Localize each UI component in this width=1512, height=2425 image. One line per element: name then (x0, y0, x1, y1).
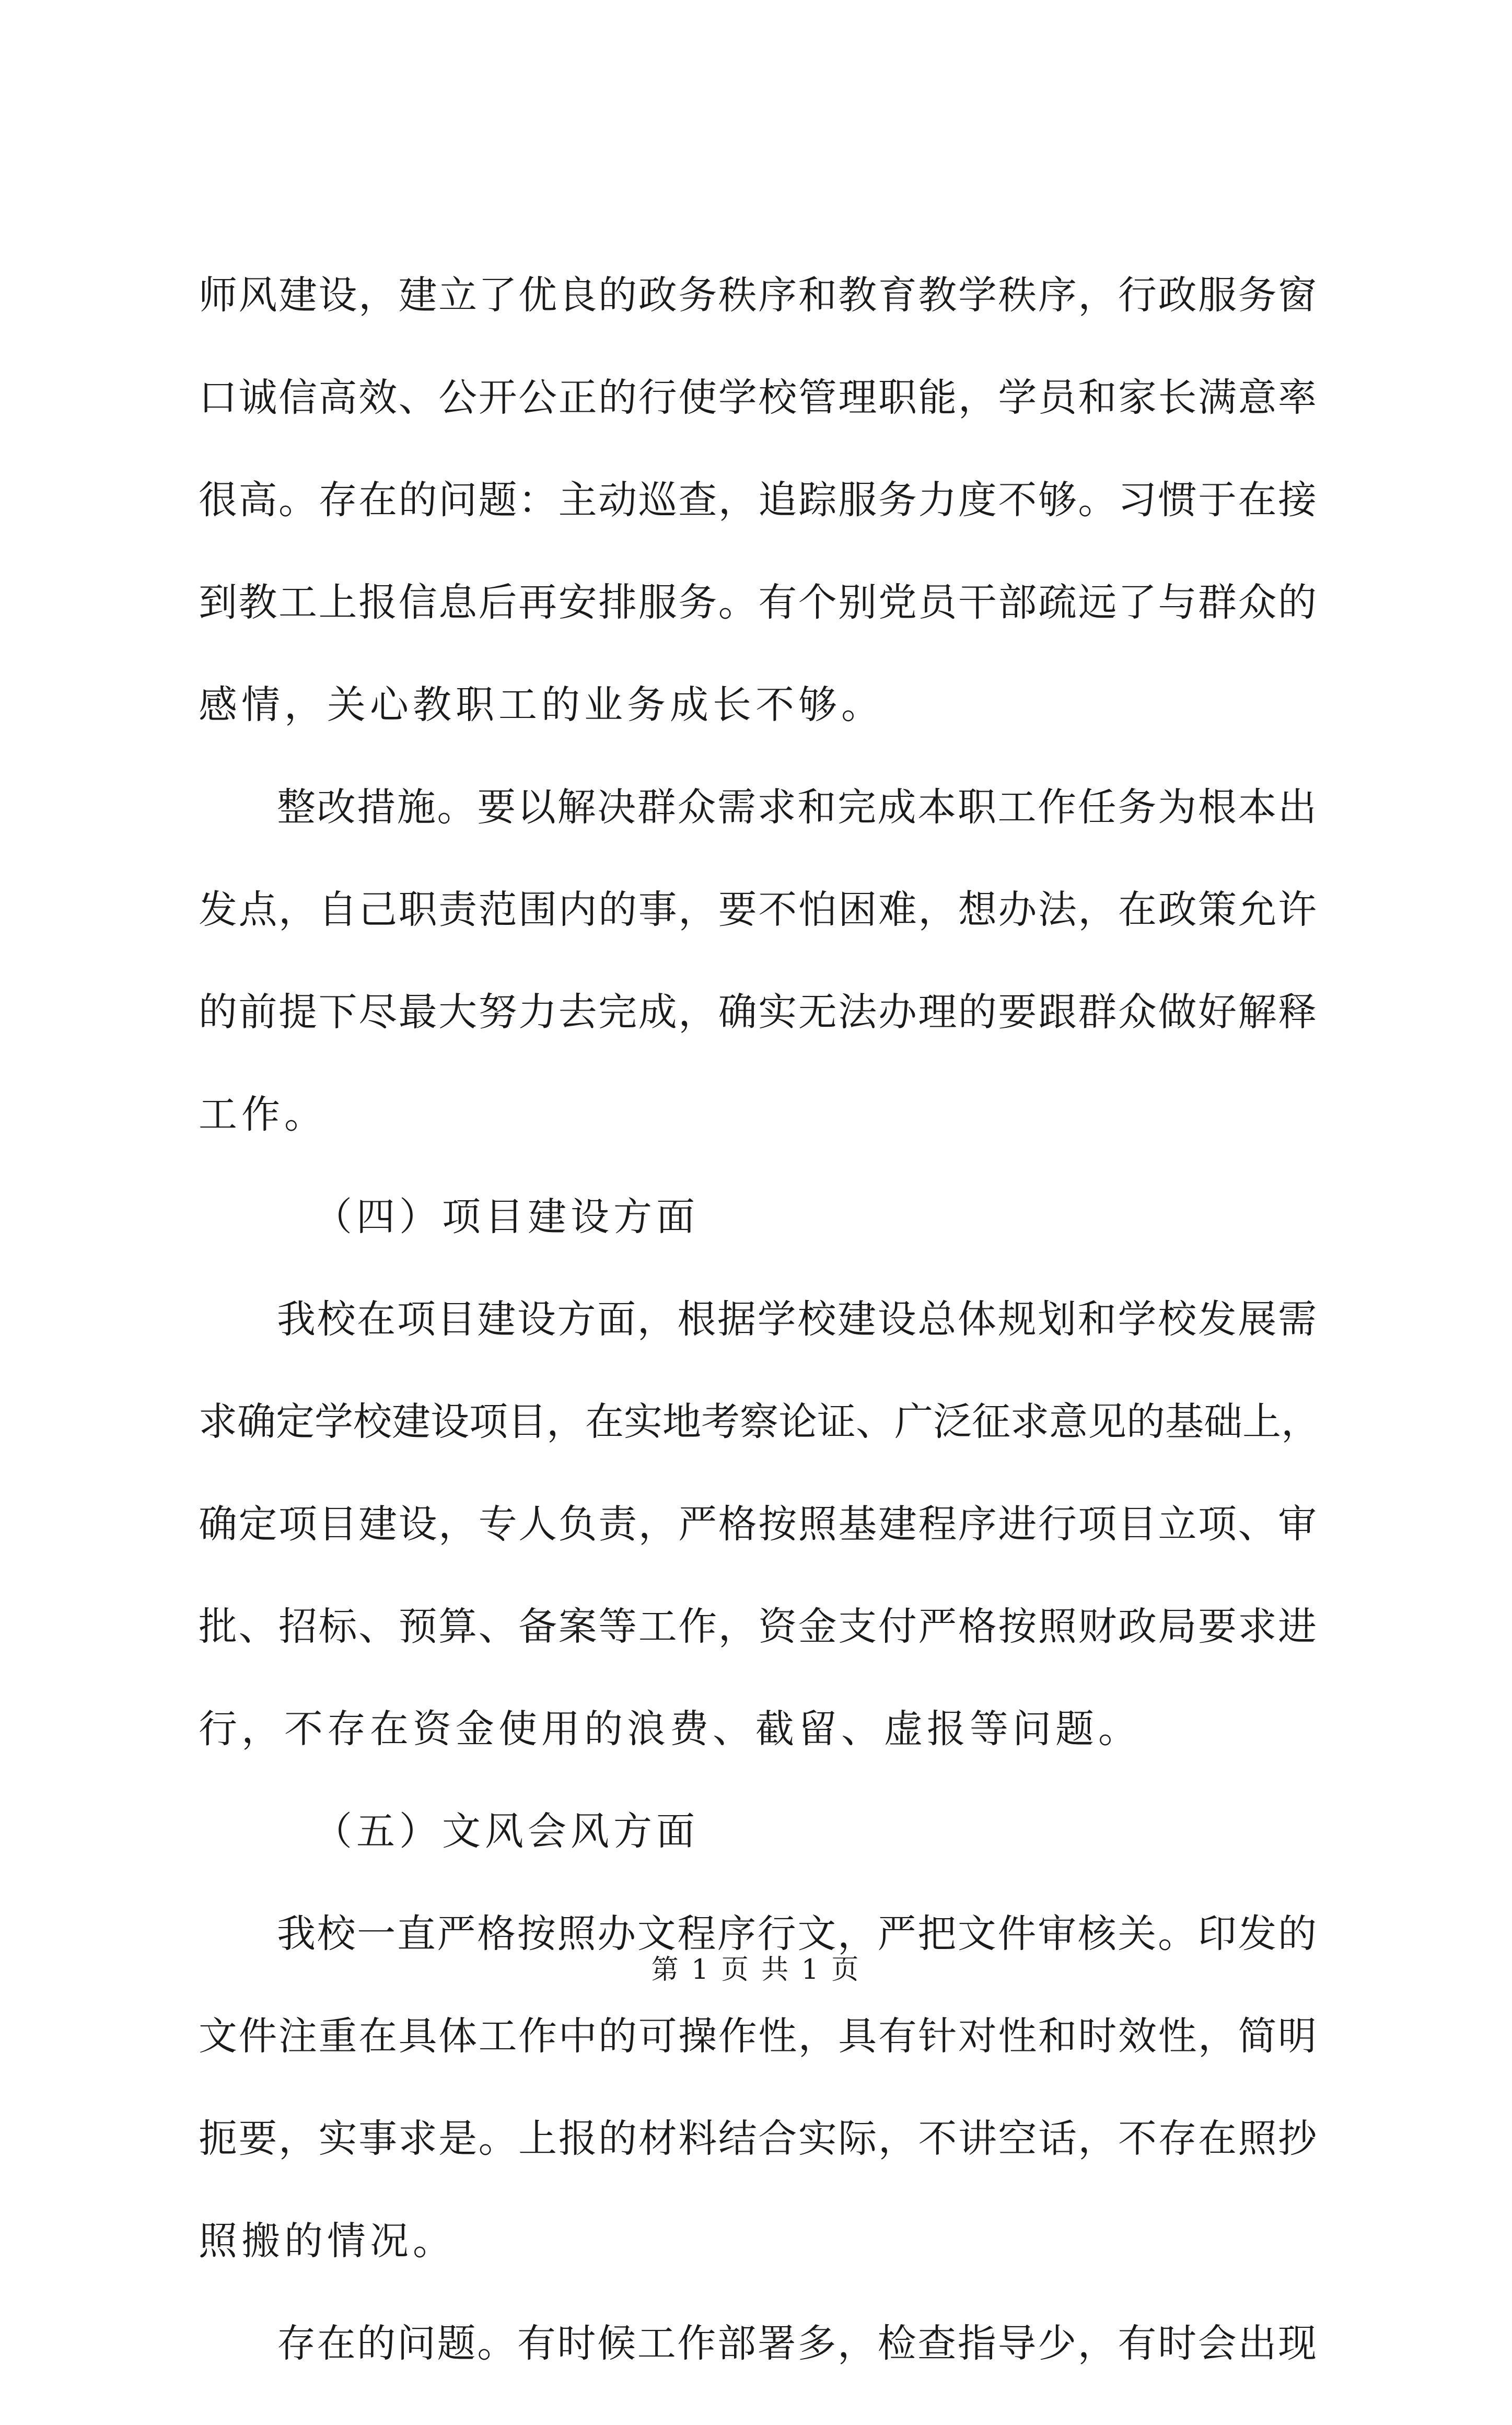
body-line: 行，不存在资金使用的浪费、截留、虚报等问题。 (199, 1707, 1141, 1751)
body-line: 求确定学校建设项目，在实地考察论证、广泛征求意见的基础上， (199, 1399, 1320, 1444)
body-line: 照搬的情况。 (199, 2219, 456, 2264)
body-line: 扼要，实事求是。上报的材料结合实际，不讲空话，不存在照抄 (199, 2116, 1317, 2161)
body-line: 的前提下尽最大努力去完成，确实无法办理的要跟群众做好解释 (199, 990, 1317, 1035)
body-line: 工作。 (199, 1092, 327, 1137)
body-line: 文件注重在具体工作中的可操作性，具有针对性和时效性，简明 (199, 2014, 1317, 2059)
document-body (199, 273, 1320, 2425)
paragraph-start-line: 整改措施。要以解决群众需求和完成本职工作任务为根本出 (277, 785, 1317, 830)
body-line: 口诚信高效、公开公正的行使学校管理职能，学员和家长满意率 (199, 375, 1317, 420)
body-line: 确定项目建设，专人负责，严格按照基建程序进行项目立项、审 (199, 1502, 1317, 1547)
section-heading: （五）文风会风方面 (313, 1809, 699, 1854)
page-footer: 第 1 页 共 1 页 (651, 1954, 861, 1986)
paragraph-start-line: 存在的问题。有时候工作部署多，检查指导少，有时会出现 (277, 2321, 1317, 2366)
body-line: 发点，自己职责范围内的事，要不怕困难，想办法，在政策允许 (199, 887, 1317, 932)
body-line: 批、招标、预算、备案等工作，资金支付严格按照财政局要求进 (199, 1604, 1317, 1649)
body-line: 感情，关心教职工的业务成长不够。 (199, 682, 884, 727)
paragraph-start-line: 我校在项目建设方面，根据学校建设总体规划和学校发展需 (277, 1297, 1317, 1342)
paragraph-start-line: 我校一直严格按照办文程序行文，严把文件审核关。印发的 (277, 1911, 1317, 1956)
body-line: 师风建设，建立了优良的政务秩序和教育教学秩序，行政服务窗 (199, 273, 1317, 318)
body-line: 很高。存在的问题：主动巡查，追踪服务力度不够。习惯于在接 (199, 478, 1317, 523)
section-heading: （四）项目建设方面 (313, 1194, 699, 1239)
body-line: 到教工上报信息后再安排服务。有个别党员干部疏远了与群众的 (199, 580, 1317, 625)
